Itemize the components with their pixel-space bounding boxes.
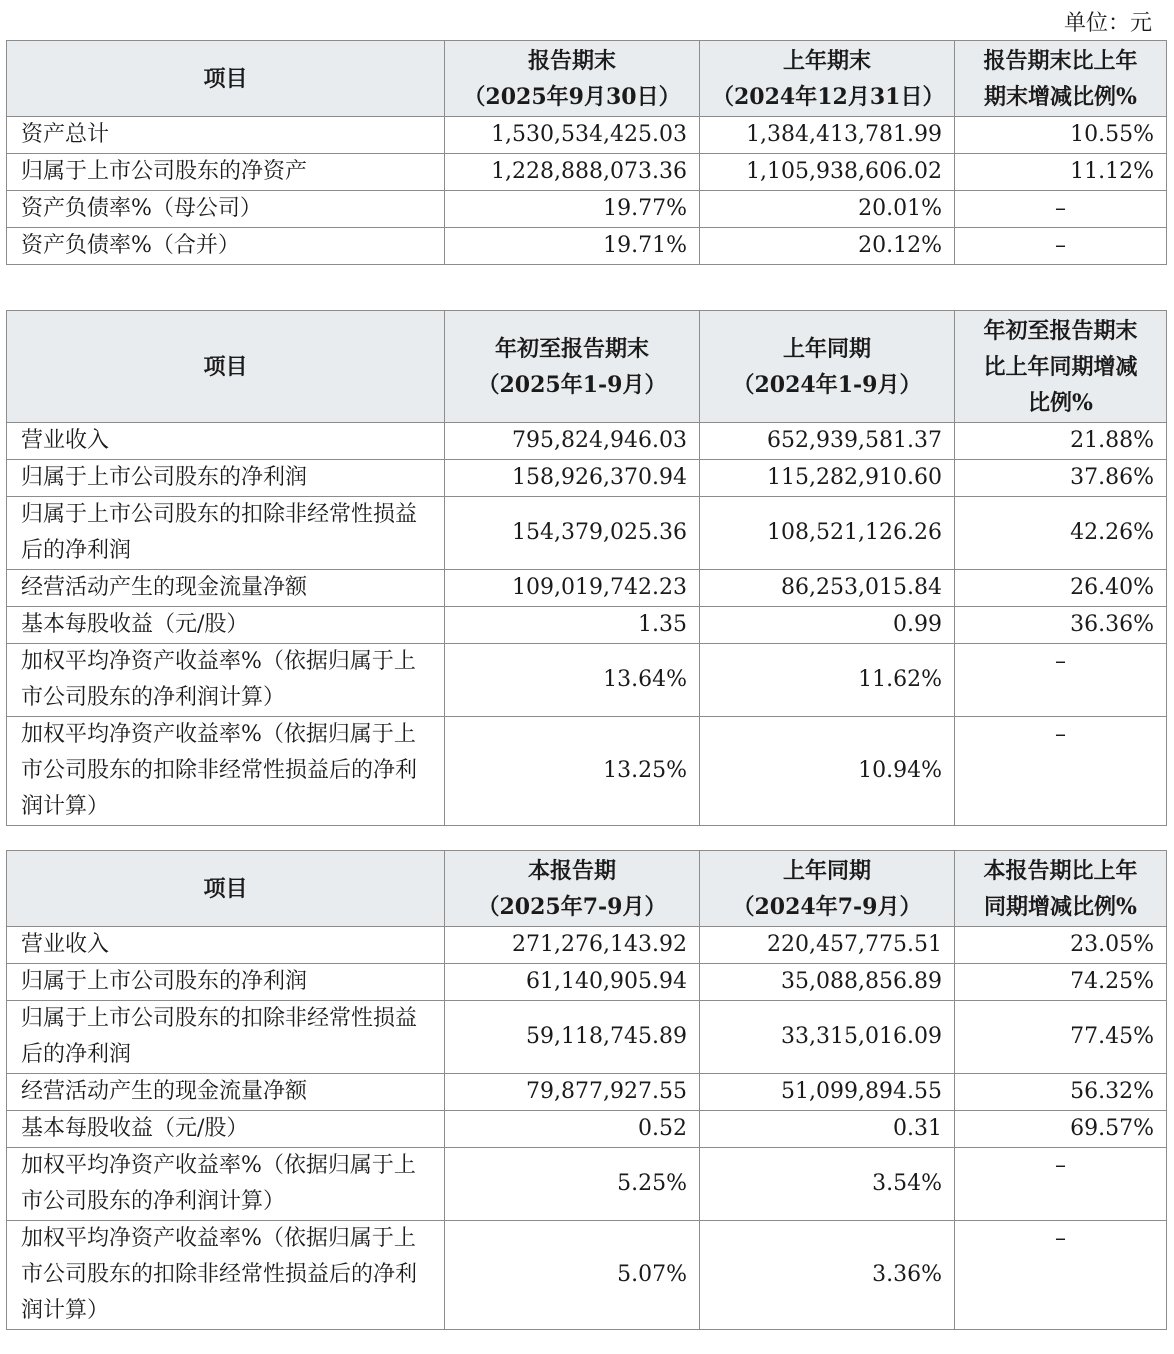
row-value-prior: 35,088,856.89 [700,964,955,1001]
row-change: – [955,717,1167,826]
row-change: 69.57% [955,1111,1167,1148]
row-change: 37.86% [955,460,1167,497]
row-change: – [955,228,1167,265]
table-header-row [7,41,1167,117]
table-row [7,228,1167,265]
row-value-prior: 0.99 [700,607,955,644]
table-row [7,644,1167,717]
quarter-table [6,850,1167,1330]
row-value-current: 109,019,742.23 [445,570,700,607]
table-header-row [7,311,1167,423]
row-label: 基本每股收益（元/股） [7,1111,445,1148]
row-value-current: 0.52 [445,1111,700,1148]
table-row [7,1148,1167,1221]
row-change: 11.12% [955,154,1167,191]
row-change: 74.25% [955,964,1167,1001]
row-change: 42.26% [955,497,1167,570]
table-row [7,117,1167,154]
row-value-prior: 108,521,126.26 [700,497,955,570]
row-label: 经营活动产生的现金流量净额 [7,570,445,607]
row-value-current: 61,140,905.94 [445,964,700,1001]
row-change: 77.45% [955,1001,1167,1074]
table-row [7,423,1167,460]
header-col3: 上年期末 （2024年12月31日） [700,41,955,117]
row-label: 归属于上市公司股东的净利润 [7,460,445,497]
row-value-current: 5.07% [445,1221,700,1330]
row-value-prior: 51,099,894.55 [700,1074,955,1111]
row-value-prior: 1,384,413,781.99 [700,117,955,154]
row-value-current: 19.77% [445,191,700,228]
header-col4: 本报告期比上年 同期增减比例% [955,851,1167,927]
row-label: 营业收入 [7,927,445,964]
row-value-prior: 0.31 [700,1111,955,1148]
row-value-prior: 86,253,015.84 [700,570,955,607]
table-header-row [7,851,1167,927]
unit-label: 单位：元 [1063,11,1152,36]
row-value-current: 13.64% [445,644,700,717]
row-change: 10.55% [955,117,1167,154]
row-label: 归属于上市公司股东的扣除非经常性损益后的净利润 [7,1001,445,1074]
row-label: 加权平均净资产收益率%（依据归属于上市公司股东的净利润计算） [7,644,445,717]
header-col4: 报告期末比上年 期末增减比例% [955,41,1167,117]
row-value-current: 79,877,927.55 [445,1074,700,1111]
row-value-prior: 652,939,581.37 [700,423,955,460]
row-label: 资产负债率%（合并） [7,228,445,265]
row-change: – [955,1148,1167,1221]
row-label: 归属于上市公司股东的净资产 [7,154,445,191]
ytd-table [6,310,1167,826]
table-row [7,1074,1167,1111]
row-value-prior: 33,315,016.09 [700,1001,955,1074]
table-row [7,1001,1167,1074]
row-value-current: 154,379,025.36 [445,497,700,570]
row-change: 26.40% [955,570,1167,607]
row-label: 加权平均净资产收益率%（依据归属于上市公司股东的扣除非经常性损益后的净利润计算） [7,717,445,826]
row-value-current: 1,228,888,073.36 [445,154,700,191]
row-change: 36.36% [955,607,1167,644]
table-row [7,1221,1167,1330]
table-row [7,717,1167,826]
row-label: 资产负债率%（母公司） [7,191,445,228]
row-value-current: 19.71% [445,228,700,265]
row-value-prior: 20.12% [700,228,955,265]
table-row [7,191,1167,228]
table-row [7,497,1167,570]
row-change: – [955,1221,1167,1330]
row-change: 21.88% [955,423,1167,460]
row-label: 加权平均净资产收益率%（依据归属于上市公司股东的扣除非经常性损益后的净利润计算） [7,1221,445,1330]
row-value-prior: 115,282,910.60 [700,460,955,497]
row-value-current: 795,824,946.03 [445,423,700,460]
row-change: – [955,191,1167,228]
header-col3: 上年同期 （2024年7-9月） [700,851,955,927]
table-row [7,927,1167,964]
row-value-prior: 1,105,938,606.02 [700,154,955,191]
row-value-prior: 10.94% [700,717,955,826]
header-col2: 年初至报告期末 （2025年1-9月） [445,311,700,423]
row-value-prior: 220,457,775.51 [700,927,955,964]
row-value-current: 59,118,745.89 [445,1001,700,1074]
row-label: 归属于上市公司股东的扣除非经常性损益后的净利润 [7,497,445,570]
row-label: 基本每股收益（元/股） [7,607,445,644]
row-value-prior: 3.54% [700,1148,955,1221]
row-change: – [955,644,1167,717]
row-label: 归属于上市公司股东的净利润 [7,964,445,1001]
header-item: 项目 [7,311,445,423]
header-col2: 报告期末 （2025年9月30日） [445,41,700,117]
header-item: 项目 [7,41,445,117]
row-value-current: 158,926,370.94 [445,460,700,497]
row-label: 营业收入 [7,423,445,460]
row-label: 经营活动产生的现金流量净额 [7,1074,445,1111]
row-value-current: 5.25% [445,1148,700,1221]
row-value-current: 13.25% [445,717,700,826]
header-col3: 上年同期 （2024年1-9月） [700,311,955,423]
table-row [7,964,1167,1001]
table-row [7,1111,1167,1148]
row-value-prior: 11.62% [700,644,955,717]
row-value-current: 1,530,534,425.03 [445,117,700,154]
row-label: 加权平均净资产收益率%（依据归属于上市公司股东的净利润计算） [7,1148,445,1221]
row-value-prior: 3.36% [700,1221,955,1330]
table-row [7,607,1167,644]
table-row [7,154,1167,191]
balance-table [6,40,1167,265]
row-change: 56.32% [955,1074,1167,1111]
table-row [7,460,1167,497]
row-value-prior: 20.01% [700,191,955,228]
row-value-current: 1.35 [445,607,700,644]
table-row [7,570,1167,607]
row-change: 23.05% [955,927,1167,964]
row-value-current: 271,276,143.92 [445,927,700,964]
row-label: 资产总计 [7,117,445,154]
header-col2: 本报告期 （2025年7-9月） [445,851,700,927]
header-col4: 年初至报告期末 比上年同期增减 比例% [955,311,1167,423]
header-item: 项目 [7,851,445,927]
